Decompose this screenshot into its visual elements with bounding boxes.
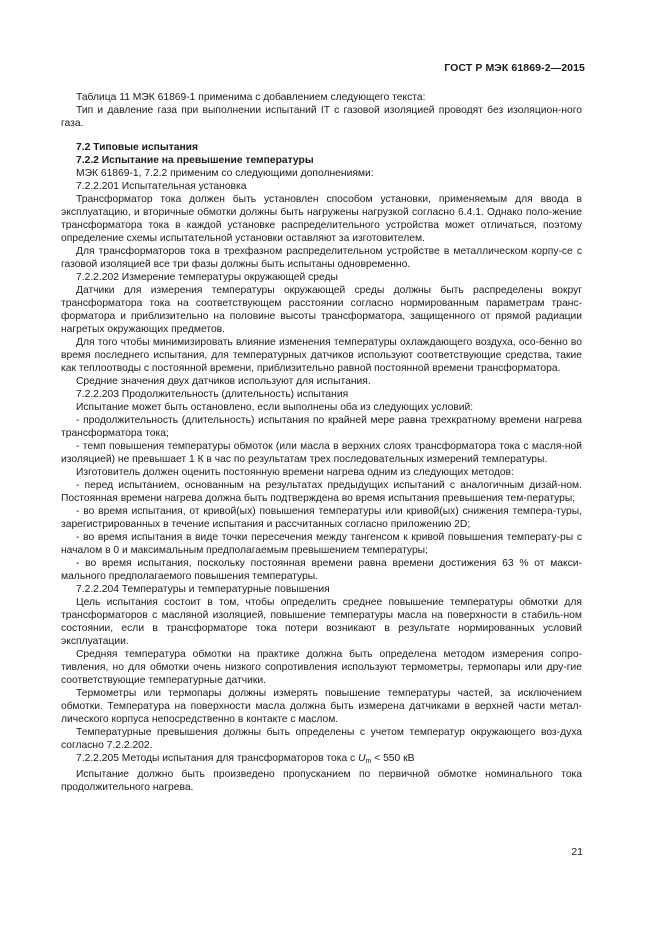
subsection-heading: 7.2.2 Испытание на превышение температуры [76, 155, 314, 166]
paragraph: Для трансформаторов тока в трехфазном распределительном устройстве в металлическом корпу-се с газовой изоляцией все три фазы должны быть испытаны одновременно. [61, 246, 582, 270]
clause-heading [61, 752, 582, 768]
list-item: - темп повышения температуры обмоток (или масла в верхних слоях трансформатора тока с масля-ной изоляцией) не превышает 1 К в час по результатам трех последовательных измерений температуры. [61, 441, 582, 465]
page-number: 21 [571, 846, 583, 858]
list-item: - во время испытания в виде точки пересечения между тангенсом к кривой повышения температу-ры с началом в 0 и максимальным предполагаемым превышением температуры; [61, 532, 582, 556]
list-item: - во время испытания, от кривой(ых) повышения температуры или кривой(ых) снижения темпера-туры, зарегистрированных в течение испытания и рассчитанных согласно приложению 2D; [61, 506, 582, 530]
paragraph: Цель испытания состоит в том, чтобы определить среднее повышение температуры обмотки для трансформаторов с масляной изоляцией, повышение температуры масла на поверхности в стабиль-ном состоянии, если в трансформаторе тока потери возникают в результате нормированных условий эксплуатации. [61, 597, 582, 647]
clause-heading: 7.2.2.202 Измерение температуры окружающей среды [76, 272, 338, 283]
paragraph: Таблица 11 МЭК 61869-1 применима с добавлением следующего текста: [76, 92, 426, 103]
paragraph: Тип и давление газа при выполнении испытаний IT с газовой изоляцией проводят без изоляцион-ного газа. [61, 105, 582, 129]
voltage-symbol: U [358, 753, 366, 764]
list-item: - во время испытания, поскольку постоянная времени равна времени достижения 63 % от макси-мального предполагаемого повышения температуры. [61, 558, 582, 582]
paragraph: Датчики для измерения температуры окружающей среды должны быть распределены вокруг трансформатора тока на соответствующем расстоянии согласно нормированным параметрам транс-форматора и приблизительно на половине высоты трансформатора, защищенного от прямой радиации нагретых окружающих предметов. [61, 285, 582, 335]
paragraph: Термометры или термопары должны измерять повышение температуры частей, за исключением обмотки. Температура на поверхности масла должна быть измерена датчиками в верхней части метал-лического корпуса непосредственно в контакте с маслом. [61, 688, 582, 725]
clause-205-prefix: 7.2.2.205 Методы испытания для трансформаторов тока с [76, 753, 359, 764]
spacer [61, 130, 582, 141]
paragraph: Для того чтобы минимизировать влияние изменения температуры охлаждающего воздуха, осо-бенно во время последнего испытания, для температурных датчиков используют соответствующие средства, такие как теплоотводы с постоянной времени, приблизительно равной постоянной времени трансформатора. [61, 337, 582, 374]
paragraph: Температурные превышения должны быть определены с учетом температур окружающего воз-духа согласно 7.2.2.202. [61, 727, 582, 751]
clause-205-suffix: < 550 кВ [371, 753, 415, 764]
clause-heading: 7.2.2.203 Продолжительность (длительность) испытания [76, 389, 349, 400]
paragraph: Средние значения двух датчиков используют для испытания. [76, 376, 371, 387]
voltage-subscript: m [365, 758, 372, 765]
list-item: - продолжительность (длительность) испытания по крайней мере равна трехкратному времени нагрева трансформатора тока; [61, 415, 582, 439]
clause-heading: 7.2.2.201 Испытательная установка [76, 181, 247, 192]
paragraph: Испытание должно быть произведено пропусканием по первичной обмотке номинального тока продолжительного нагрева. [61, 769, 582, 793]
document-body [61, 91, 582, 794]
section-heading: 7.2 Типовые испытания [76, 142, 199, 153]
list-item: - перед испытанием, основанным на результатах предыдущих испытаний с аналогичным дизай-ном. Постоянная времени нагрева должна быть подтверждена во время испытания превышения тем-пературы; [61, 480, 582, 504]
paragraph: МЭК 61869-1, 7.2.2 применим со следующими дополнениями: [76, 168, 374, 179]
paragraph: Испытание может быть остановлено, если выполнены оба из следующих условий: [76, 402, 474, 413]
paragraph: Средняя температура обмотки на практике должна быть определена методом измерения сопро-тивления, но для обмотки очень низкого сопротивления используют термометры, термопары или дру-гие соответствующие температурные датчики. [61, 649, 582, 686]
standard-header: ГОСТ Р МЭК 61869-2—2015 [444, 62, 585, 74]
paragraph: Изготовитель должен оценить постоянную времени нагрева одним из следующих методов: [76, 467, 514, 478]
clause-heading: 7.2.2.204 Температуры и температурные повышения [76, 584, 330, 595]
paragraph: Трансформатор тока должен быть установлен способом установки, применяемым для ввода в эксплуатацию, и вторичные обмотки должны быть нагружены нагрузкой согласно 6.4.1. Однако поло-жение трансформатора тока в каждой установке распределительного устройства может отличаться, поэтому определение схемы испытательной установки оставляют за изготовителем. [61, 194, 582, 244]
